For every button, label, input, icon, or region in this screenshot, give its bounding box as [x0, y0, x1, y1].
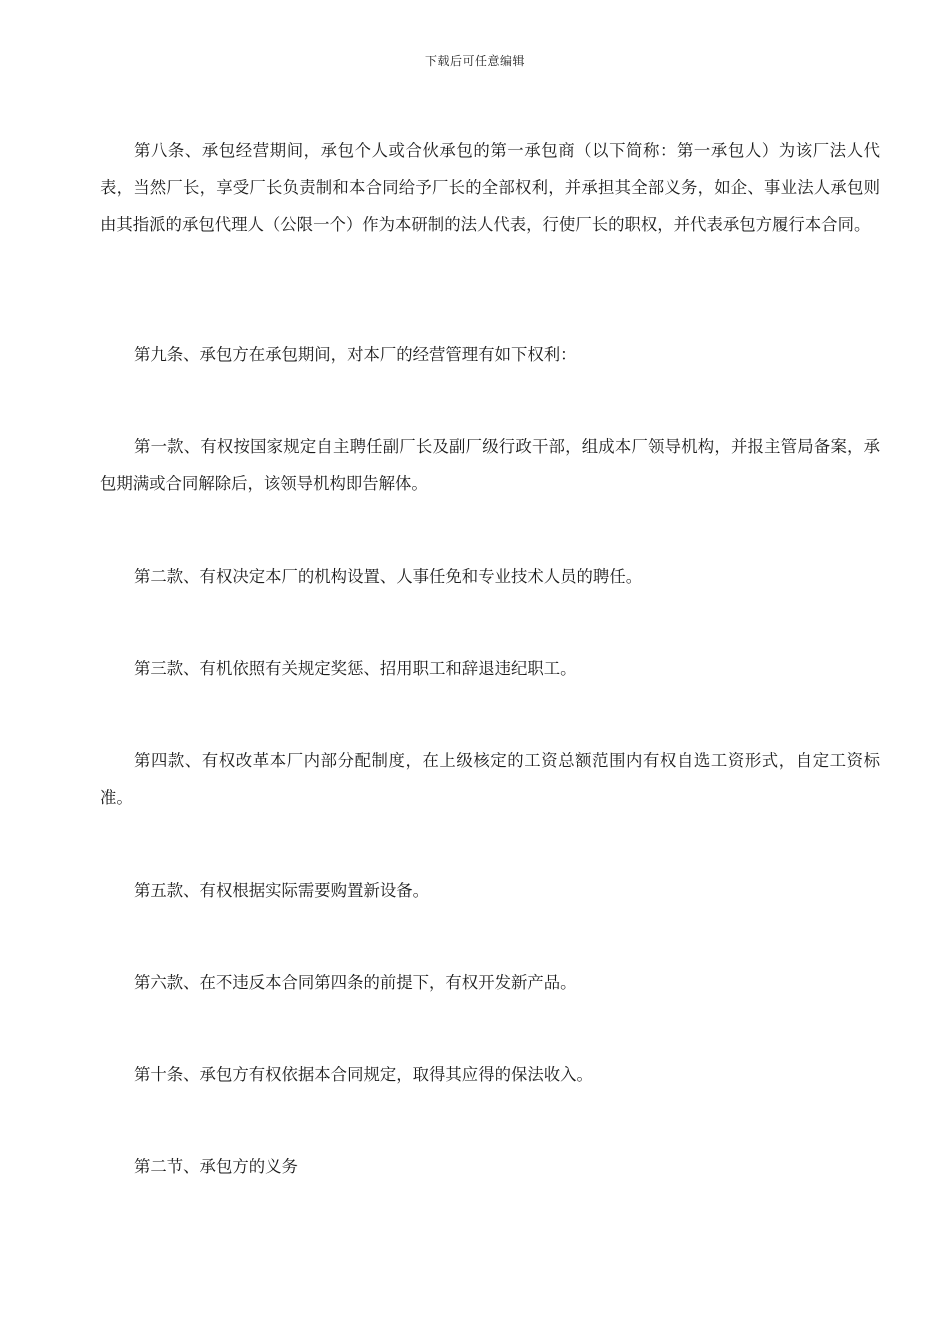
- section-2-heading: 第二节、承包方的义务: [134, 1157, 298, 1176]
- article-8-paragraph: 第八条、承包经营期间，承包个人或合伙承包的第一承包商（以下简称：第一承包人）为该厂法人代表，当然厂长，享受厂长负责制和本合同给予厂长的全部权利，并承担其全部义务，如企、事业法人承包则由其指派的承包代理人（公限一个）作为本研制的法人代表，行使厂长的职权，并代表承包方履行本合同。: [100, 141, 880, 234]
- article-10-paragraph: 第十条、承包方有权依据本合同规定，取得其应得的保法收入。: [134, 1065, 593, 1084]
- clause-4-paragraph: 第四款、有权改革本厂内部分配制度，在上级核定的工资总额范围内有权自选工资形式，自定工资标准。: [100, 751, 880, 807]
- page-header: 下载后可任意编辑: [424, 54, 525, 68]
- clause-3-paragraph: 第三款、有机依照有关规定奖惩、招用职工和辞退违纪职工。: [134, 659, 577, 678]
- article-9-paragraph: 第九条、承包方在承包期间，对本厂的经营管理有如下权利：: [134, 345, 577, 364]
- clause-6-paragraph: 第六款、在不违反本合同第四条的前提下，有权开发新产品。: [134, 973, 577, 992]
- clause-1-paragraph: 第一款、有权按国家规定自主聘任副厂长及副厂级行政干部，组成本厂领导机构，并报主管局备案，承包期满或合同解除后，该领导机构即告解体。: [100, 437, 880, 493]
- clause-5-paragraph: 第五款、有权根据实际需要购置新设备。: [134, 881, 430, 900]
- clause-2-paragraph: 第二款、有权决定本厂的机构设置、人事任免和专业技术人员的聘任。: [134, 567, 643, 586]
